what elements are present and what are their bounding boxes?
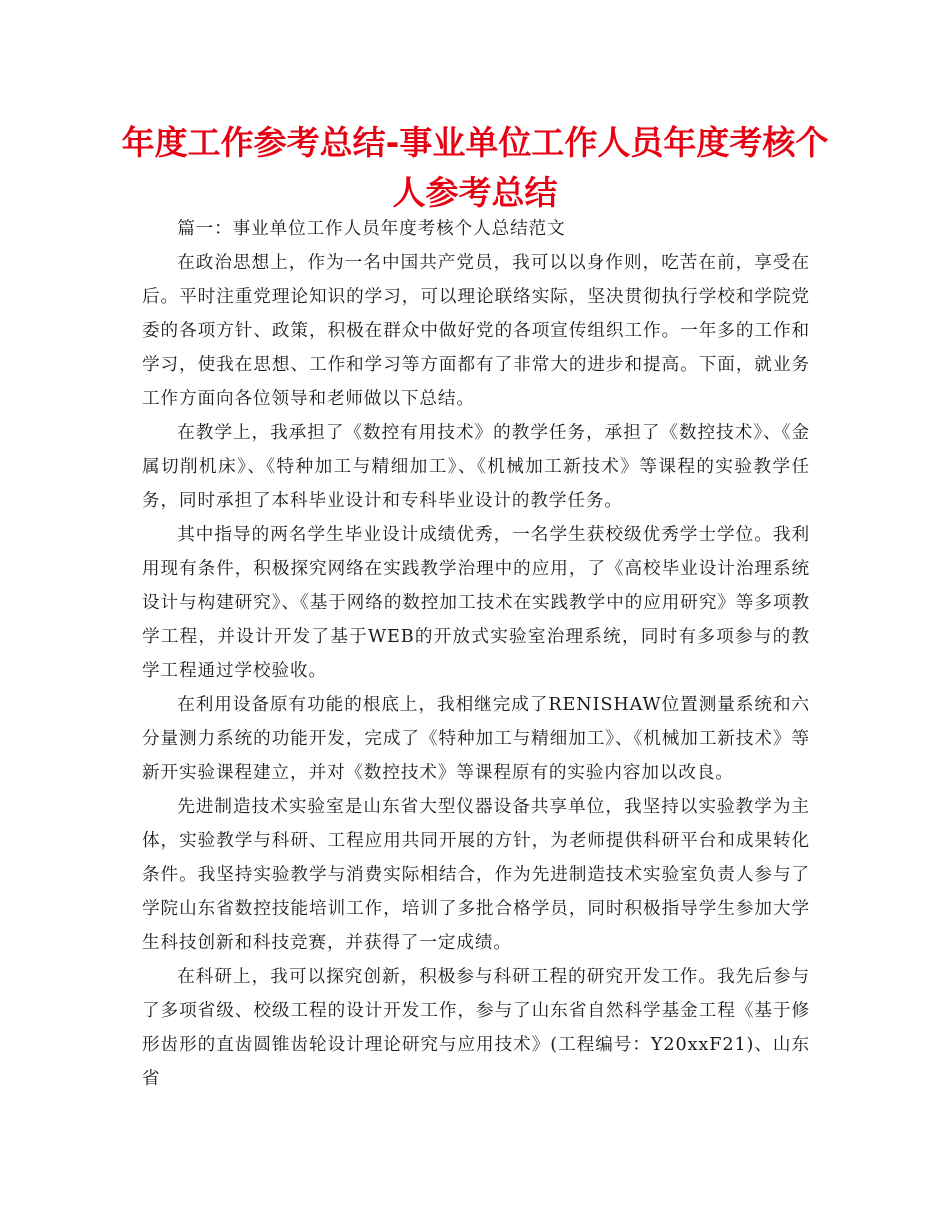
paragraph-politics: 在政治思想上，作为一名中国共产党员，我可以以身作则，吃苦在前，享受在后。平时注重党理论知识的学习，可以理论联络实际，坚决贯彻执行学校和学院党委的各项方针、政策，积极在群众中做好党的各项宣传组织工作。一年多的工作和学习，使我在思想、工作和学习等方面都有了非常大的进步和提高。下面，就业务工作方面向各位领导和老师做以下总结。 [142,253,810,409]
paragraph-graduation-guidance: 其中指导的两名学生毕业设计成绩优秀，一名学生获校级优秀学士学位。我利用现有条件，积极探究网络在实践教学治理中的应用，了《高校毕业设计治理系统设计与构建研究》、《基于网络的数控加工技术在实践教学中的应用研究》等多项教学工程，并设计开发了基于WEB的开放式实验室治理系统，同时有多项参与的教学工程通过学校验收。 [142,525,810,681]
paragraph-teaching: 在教学上，我承担了《数控有用技术》的教学任务，承担了《数控技术》、《金属切削机床》、《特种加工与精细加工》、《机械加工新技术》等课程的实验教学任务，同时承担了本科毕业设计和专科毕业设计的教学任务。 [142,423,810,511]
paragraph-subtitle: 篇一：事业单位工作人员年度考核个人总结范文 [177,219,566,239]
paragraph-research: 在科研上，我可以探究创新，积极参与科研工程的研究开发工作。我先后参与了多项省级、校级工程的设计开发工作，参与了山东省自然科学基金工程《基于修形齿形的直齿圆锥齿轮设计理论研究与应用技术》(工程编号：Y20xxF21)、山东省 [142,967,810,1089]
paragraph-laboratory: 先进制造技术实验室是山东省大型仪器设备共享单位，我坚持以实验教学为主体，实验教学与科研、工程应用共同开展的方针，为老师提供科研平台和成果转化条件。我坚持实验教学与消费实际相结合，作为先进制造技术实验室负责人参与了学院山东省数控技能培训工作，培训了多批合格学员，同时积极指导学生参加大学生科技创新和科技竞赛，并获得了一定成绩。 [142,797,810,953]
paragraph-equipment: 在利用设备原有功能的根底上，我相继完成了RENISHAW位置测量系统和六分量测力系统的功能开发，完成了《特种加工与精细加工》、《机械加工新技术》等新开实验课程建立，并对《数控技术》等课程原有的实验内容加以改良。 [142,695,810,783]
document-body [142,212,810,1096]
document-title: 年度工作参考总结-事业单位工作人员年度考核个人参考总结 [121,123,829,212]
